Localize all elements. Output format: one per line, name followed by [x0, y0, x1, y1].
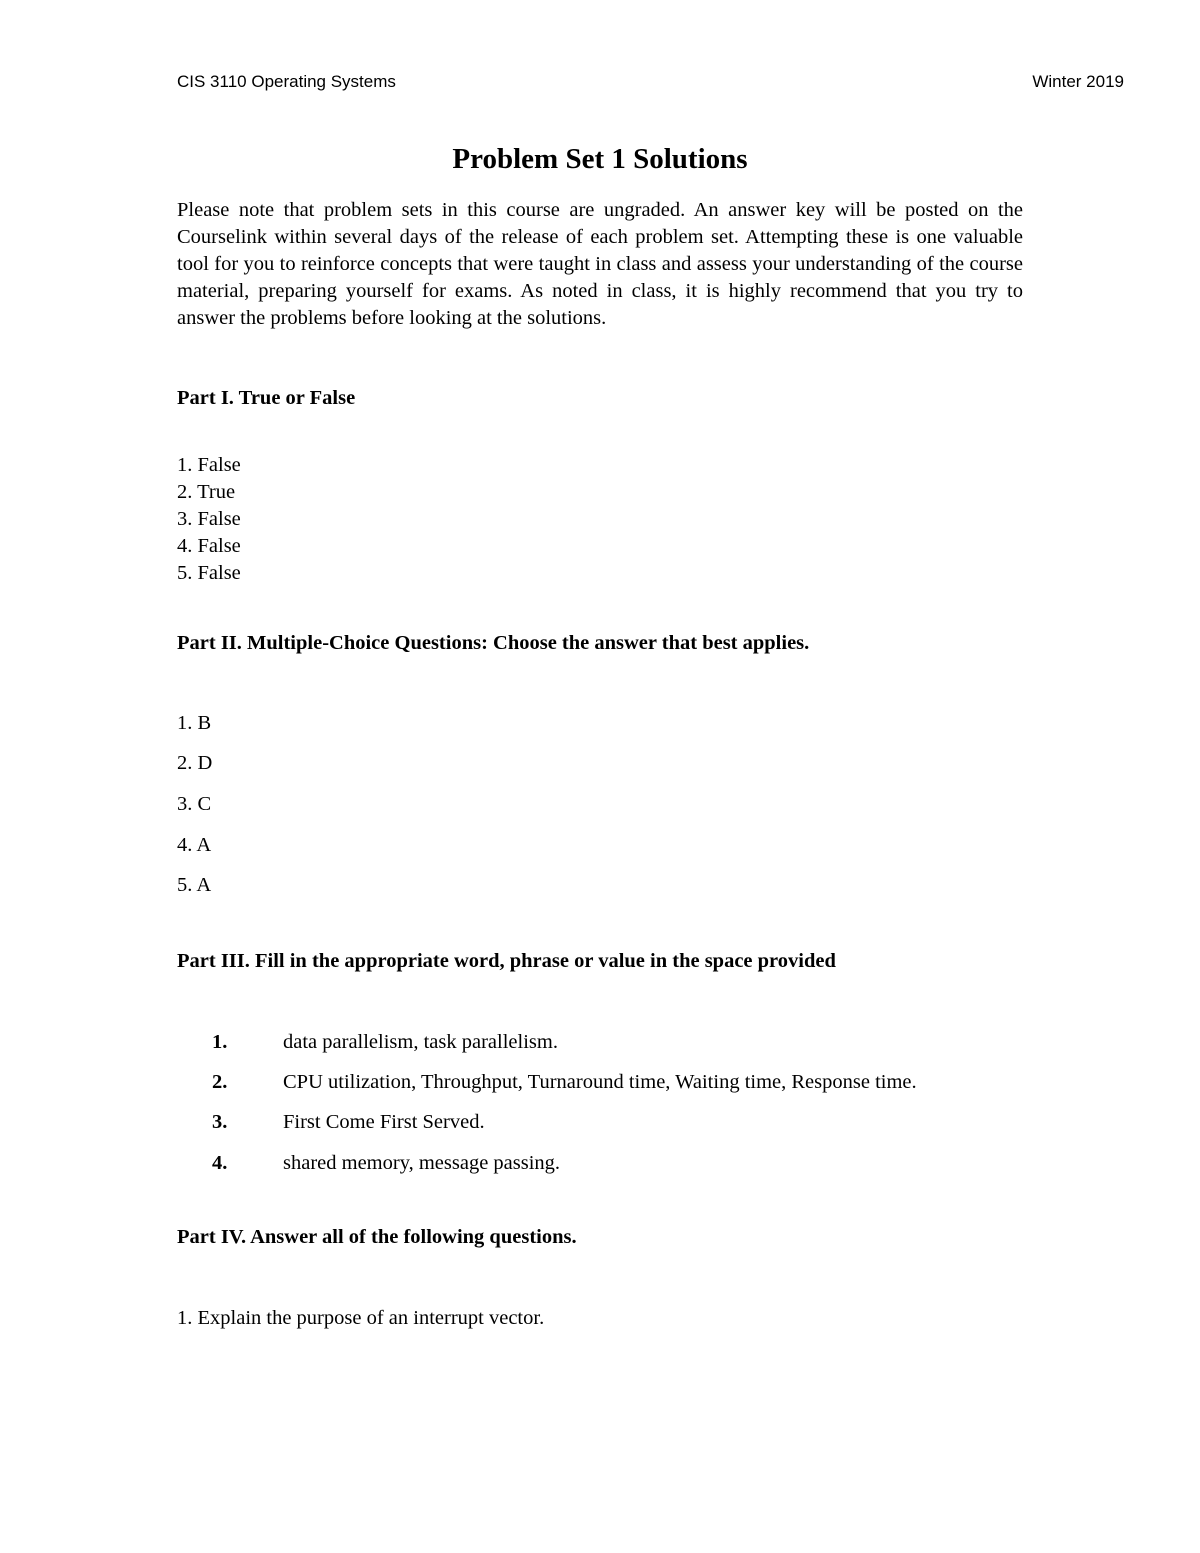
- part1-answer: 3. False: [177, 508, 241, 530]
- part2-answer: 5. A: [177, 874, 212, 896]
- intro-paragraph: Please note that problem sets in this course are ungraded. An answer key will be posted on the Courselink within several days of the release of each problem set. Attempting these is one valuable tool for you to reinforce concepts that were taught in class and assess your understanding of the course material, preparing yourself for exams. As noted in class, it is highly recommend that you try to answer the problems before looking at the solutions.: [177, 199, 1023, 329]
- part3-item-number: 1.: [212, 1031, 228, 1053]
- part3-item-answer: CPU utilization, Throughput, Turnaround time, Waiting time, Response time.: [283, 1071, 917, 1093]
- part1-answer: 1. False: [177, 454, 241, 476]
- part3-item-number: 3.: [212, 1111, 228, 1133]
- part3-item-answer: data parallelism, task parallelism.: [283, 1031, 558, 1053]
- term-header: Winter 2019: [1032, 72, 1124, 91]
- part2-answer: 4. A: [177, 834, 212, 856]
- part4-heading: Part IV. Answer all of the following questions.: [177, 1226, 577, 1248]
- part1-answer: 2. True: [177, 481, 236, 503]
- part3-item-number: 4.: [212, 1152, 228, 1174]
- part2-answer: 1. B: [177, 712, 212, 734]
- part1-heading: Part I. True or False: [177, 387, 356, 409]
- part3-item-number: 2.: [212, 1071, 228, 1093]
- part2-answer: 3. C: [177, 793, 212, 815]
- page-title: Problem Set 1 Solutions: [452, 143, 748, 175]
- part1-answer: 4. False: [177, 535, 241, 557]
- part3-item-answer: shared memory, message passing.: [283, 1152, 561, 1174]
- part1-answer: 5. False: [177, 562, 241, 584]
- part2-answer: 2. D: [177, 752, 213, 774]
- part3-item-answer: First Come First Served.: [283, 1111, 485, 1133]
- part3-heading: Part III. Fill in the appropriate word, phrase or value in the space provided: [177, 950, 836, 972]
- part2-heading: Part II. Multiple-Choice Questions: Choose the answer that best applies.: [177, 632, 810, 654]
- course-header: CIS 3110 Operating Systems: [177, 72, 396, 91]
- part4-question: 1. Explain the purpose of an interrupt vector.: [177, 1307, 545, 1329]
